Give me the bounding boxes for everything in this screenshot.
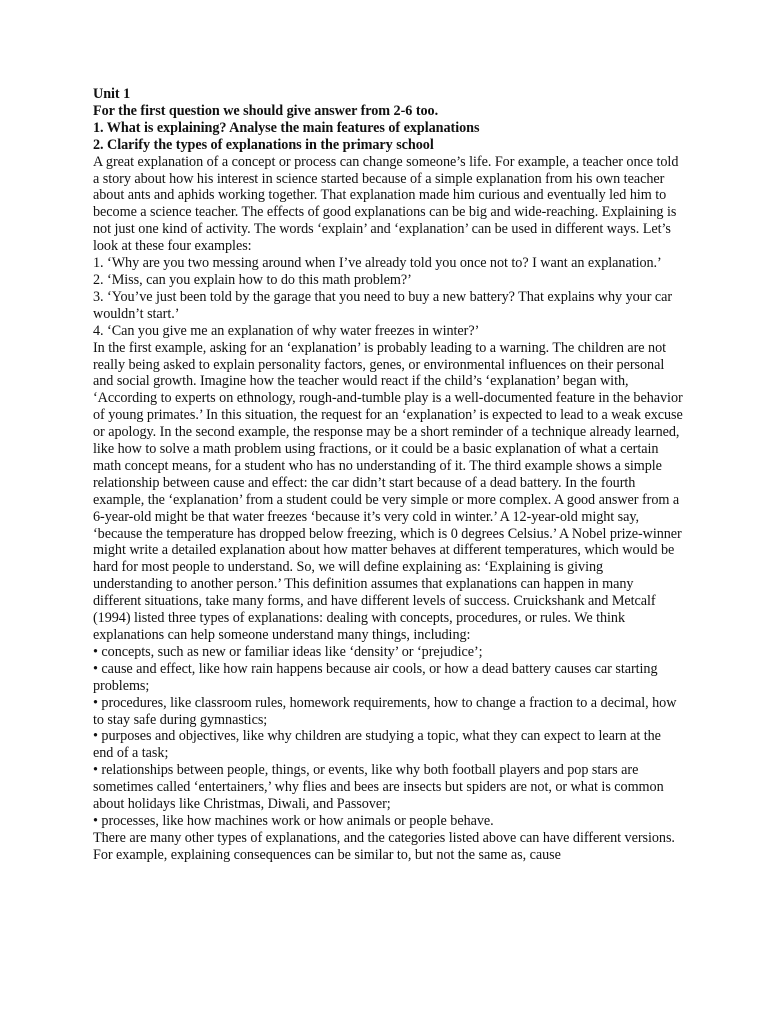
unit-heading: Unit 1	[93, 86, 131, 102]
bullet-item: • concepts, such as new or familiar ideas like ‘density’ or ‘prejudice’;	[93, 643, 483, 660]
analysis-paragraph: In the first example, asking for an ‘explanation’ is probably leading to a warning. The children are not really being asked to explain personality factors, genes, or environmental influences on their personal and social growth. Imagine how the teacher would react if the child’s ‘explanation’ began with, ‘According to experts on ethnology, rough-and-tumble play is a well-documented feature in the behavior of young primates.’ In this situation, the request for an ‘explanation’ is expected to lead to a weak excuse or apology. In the second example, the response may be a short reminder of a technique already learned, like how to solve a math problem using fractions, or it could be a basic explanation of what a certain math concept means, for a student who has no understanding of it. The third example shows a simple relationship between cause and effect: the car didn’t start because of a dead battery. In the fourth example, the ‘explanation’ from a student could be very simple or more complex. A good answer from a 6-year-old might be that water freezes ‘because it’s very cold in winter.’ A 12-year-old might say, ‘because the temperature has dropped below freezing, which is 0 degrees Celsius.’ A Nobel prize-winner might write a detailed explanation about how matter behaves at different temperatures, which would be hard for most people to understand. So, we will define explaining as: ‘Explaining is giving understanding to another person.’ This definition assumes that explanations can happen in many different situations, take many forms, and have different levels of success. Cruickshank and Metcalf (1994) listed three types of explanations: dealing with concepts, procedures, or rules. We think explanations can help someone understand many things, including:	[93, 339, 683, 643]
bullet-item: • cause and effect, like how rain happens because air cools, or how a dead battery causes car starting problems;	[93, 660, 658, 694]
closing-paragraph: There are many other types of explanations, and the categories listed above can have different versions. For example, explaining consequences can be similar to, but not the same as, cause	[93, 829, 675, 863]
example-item: 4. ‘Can you give me an explanation of why water freezes in winter?’	[93, 322, 480, 339]
example-item: 1. ‘Why are you two messing around when I’ve already told you once not to? I want an explanation.’	[93, 255, 662, 272]
question-1: 1. What is explaining? Analyse the main features of explanations	[93, 119, 480, 136]
document-page	[93, 86, 683, 864]
assignment-note: For the first question we should give answer from 2-6 too.	[93, 102, 439, 119]
bullet-item: • processes, like how machines work or how animals or people behave.	[93, 812, 494, 829]
bullet-item: • purposes and objectives, like why children are studying a topic, what they can expect to learn at the end of a task;	[93, 728, 661, 762]
bullet-item: • procedures, like classroom rules, homework requirements, how to change a fraction to a decimal, how to stay safe during gymnastics;	[93, 694, 677, 728]
intro-paragraph: A great explanation of a concept or process can change someone’s life. For example, a teacher once told a story about how his interest in science started because of a simple explanation from his own teacher about ants and aphids working together. That explanation made him curious and eventually led him to become a science teacher. The effects of good explanations can be big and wide-reaching. Explaining is not just one kind of activity. The words ‘explain’ and ‘explanation’ can be used in different ways. Let’s look at these four examples:	[93, 153, 679, 255]
bullet-item: • relationships between people, things, or events, like why both football players and pop stars are sometimes called ‘entertainers,’ why flies and bees are insects but spiders are not, or what is common about holidays like Christmas, Diwali, and Passover;	[93, 762, 664, 813]
example-item: 3. ‘You’ve just been told by the garage that you need to buy a new battery? That explains why your car wouldn’t start.’	[93, 288, 673, 322]
question-2: 2. Clarify the types of explanations in the primary school	[93, 136, 434, 153]
example-item: 2. ‘Miss, can you explain how to do this math problem?’	[93, 271, 412, 288]
